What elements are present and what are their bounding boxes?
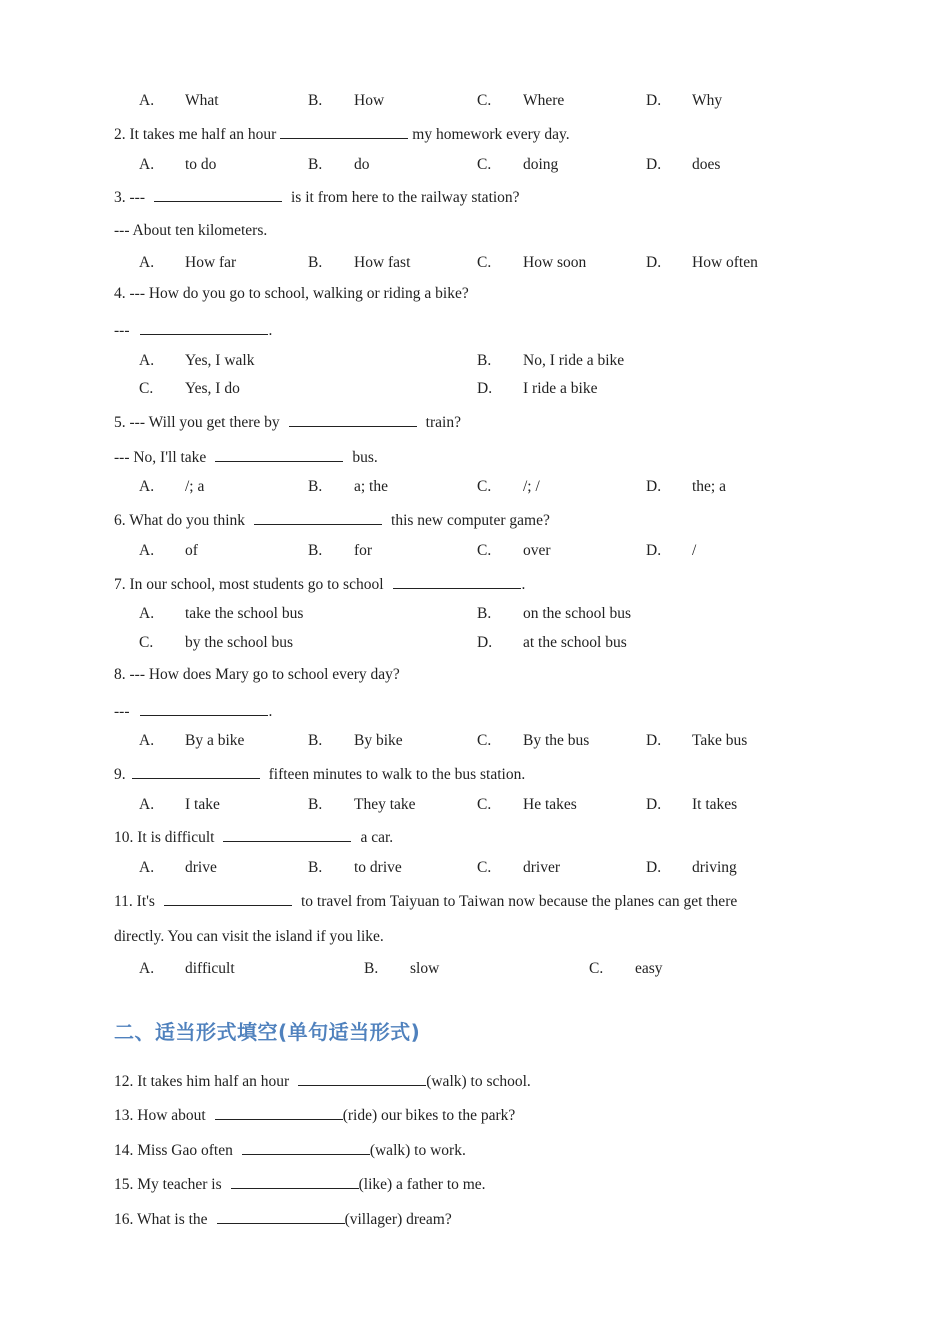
answer-blank[interactable]: [280, 123, 408, 139]
q8-option-b: B. By bike: [308, 732, 403, 749]
q11-stem-line2: directly. You can visit the island if you like.: [114, 928, 384, 945]
q4-option-b: B. No, I ride a bike: [477, 352, 625, 369]
answer-blank[interactable]: [215, 446, 343, 462]
answer-blank[interactable]: [289, 411, 417, 427]
answer-blank[interactable]: [215, 1104, 343, 1120]
answer-blank[interactable]: [154, 186, 282, 202]
q3-reply: --- About ten kilometers.: [114, 222, 268, 239]
q1-option-c: C. Where: [477, 92, 565, 109]
q10-option-c: C. driver: [477, 859, 561, 876]
q7-option-a: A. take the school bus: [139, 605, 304, 622]
q9-option-a: A. I take: [139, 796, 220, 813]
q5-option-d: D. the; a: [646, 478, 726, 495]
q1-option-d: D. Why: [646, 92, 723, 109]
section-heading: 二、适当形式填空(单句适当形式): [114, 1020, 421, 1044]
q4-reply: --- .: [114, 319, 272, 341]
q2-stem: 2. It takes me half an hour my homework every day.: [114, 123, 570, 145]
q10-option-a: A. drive: [139, 859, 217, 876]
answer-blank[interactable]: [223, 826, 351, 842]
fill-item: 13. How about (ride) our bikes to the park?: [114, 1104, 515, 1126]
answer-blank[interactable]: [393, 573, 521, 589]
fill-item: 14. Miss Gao often (walk) to work.: [114, 1139, 466, 1161]
q3-option-d: D. How often: [646, 254, 758, 271]
answer-blank[interactable]: [254, 509, 382, 525]
q10-stem: 10. It is difficult a car.: [114, 826, 393, 848]
answer-blank[interactable]: [298, 1070, 426, 1086]
q6-option-c: C. over: [477, 542, 551, 559]
q9-option-c: C. He takes: [477, 796, 577, 813]
q8-option-d: D. Take bus: [646, 732, 748, 749]
q11-option-b: B. slow: [364, 960, 440, 977]
q7-option-c: C. by the school bus: [139, 634, 294, 651]
q7-option-b: B. on the school bus: [477, 605, 632, 622]
q4-stem: 4. --- How do you go to school, walking or riding a bike?: [114, 285, 469, 302]
q10-option-b: B. to drive: [308, 859, 402, 876]
q8-option-c: C. By the bus: [477, 732, 590, 749]
q2-option-a: A. to do: [139, 156, 217, 173]
q1-option-a: A. What: [139, 92, 219, 109]
q6-option-a: A. of: [139, 542, 198, 559]
answer-blank[interactable]: [140, 319, 268, 335]
q8-reply: --- .: [114, 700, 272, 722]
answer-blank[interactable]: [164, 890, 292, 906]
q11-stem: 11. It's to travel from Taiyuan to Taiwan now because the planes can get there: [114, 890, 737, 912]
q9-stem: 9. fifteen minutes to walk to the bus station.: [114, 763, 525, 785]
q8-option-a: A. By a bike: [139, 732, 245, 749]
q2-option-b: B. do: [308, 156, 370, 173]
q1-option-b: B. How: [308, 92, 385, 109]
q4-option-c: C. Yes, I do: [139, 380, 240, 397]
q8-stem: 8. --- How does Mary go to school every day?: [114, 666, 400, 683]
q6-stem: 6. What do you think this new computer game?: [114, 509, 550, 531]
q4-option-d: D. I ride a bike: [477, 380, 598, 397]
q5-option-a: A. /; a: [139, 478, 205, 495]
fill-item: 16. What is the (villager) dream?: [114, 1208, 452, 1230]
q7-stem: 7. In our school, most students go to school .: [114, 573, 525, 595]
answer-blank[interactable]: [132, 763, 260, 779]
q10-option-d: D. driving: [646, 859, 737, 876]
q3-option-a: A. How far: [139, 254, 237, 271]
fill-item: 15. My teacher is (like) a father to me.: [114, 1173, 486, 1195]
q11-option-c: C. easy: [589, 960, 663, 977]
fill-item: 12. It takes him half an hour (walk) to school.: [114, 1070, 531, 1092]
q2-option-d: D. does: [646, 156, 721, 173]
q7-option-d: D. at the school bus: [477, 634, 627, 651]
q9-option-b: B. They take: [308, 796, 416, 813]
q9-option-d: D. It takes: [646, 796, 738, 813]
q3-option-b: B. How fast: [308, 254, 411, 271]
answer-blank[interactable]: [140, 700, 268, 716]
answer-blank[interactable]: [217, 1208, 345, 1224]
q3-stem: 3. --- is it from here to the railway station?: [114, 186, 520, 208]
q4-option-a: A. Yes, I walk: [139, 352, 255, 369]
q11-option-a: A. difficult: [139, 960, 235, 977]
q5-option-c: C. /; /: [477, 478, 540, 495]
q6-option-b: B. for: [308, 542, 373, 559]
answer-blank[interactable]: [231, 1173, 359, 1189]
q6-option-d: D. /: [646, 542, 697, 559]
answer-blank[interactable]: [242, 1139, 370, 1155]
q5-reply: --- No, I'll take bus.: [114, 446, 378, 468]
q5-option-b: B. a; the: [308, 478, 388, 495]
q3-option-c: C. How soon: [477, 254, 587, 271]
q2-option-c: C. doing: [477, 156, 559, 173]
q5-stem: 5. --- Will you get there by train?: [114, 411, 461, 433]
